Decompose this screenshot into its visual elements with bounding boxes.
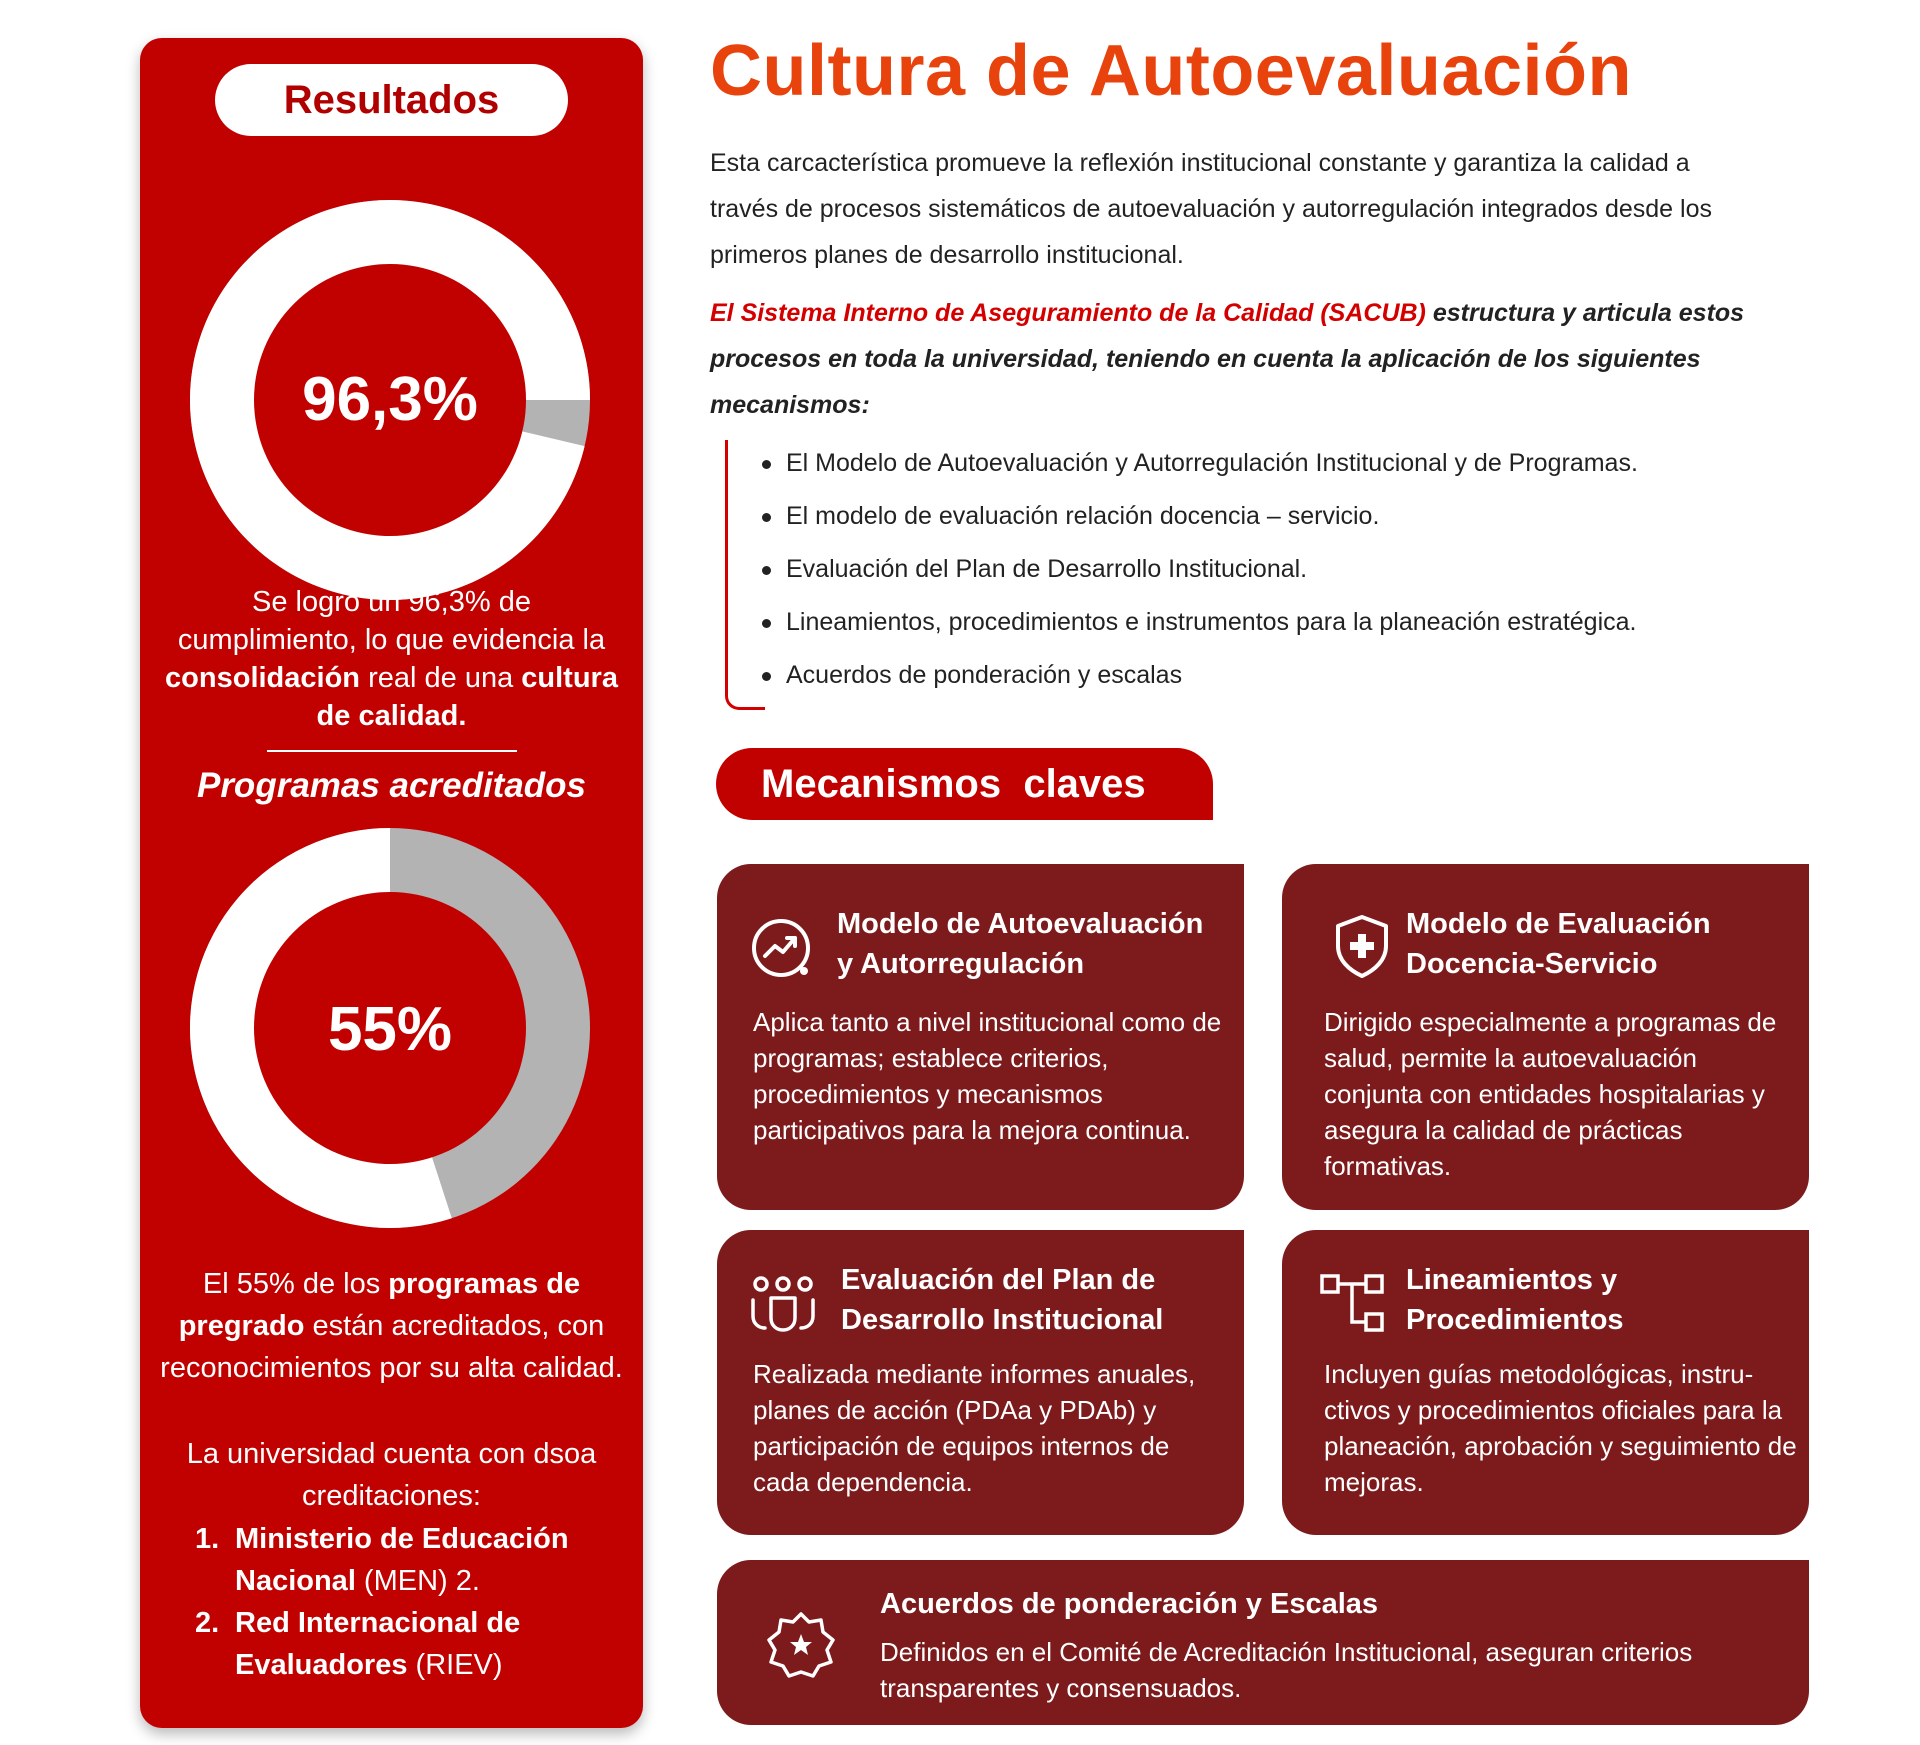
mechanism-card	[1282, 1230, 1809, 1535]
donut-value-label: 55%	[327, 995, 453, 1064]
highlight-text: El Sistema Interno de Aseguramiento de la Calidad (SACUB)	[710, 299, 1426, 327]
accredited-programs-donut-chart	[190, 828, 590, 1228]
mechanism-card	[717, 1230, 1244, 1535]
card-description: Incluyen guías metodológicas, instru-ctivos y procedimientos oficiales para la planeación, aprobación y seguimiento de mejoras.	[1324, 1359, 1797, 1497]
mechanism-card	[717, 864, 1244, 1210]
text-span: El 55% de los	[202, 1268, 389, 1300]
accreditations-list	[195, 1518, 615, 1686]
text-span: están acreditados, con reconocimientos por su alta calidad.	[160, 1310, 623, 1384]
results-header: Resultados	[215, 64, 568, 136]
accreditations-intro: La universidad cuenta con dsoa creditaciones:	[186, 1438, 597, 1512]
donut-value-label: 96,3%	[302, 365, 478, 434]
card-title: Modelo de Autoevaluación y Autorregulación	[837, 908, 1204, 980]
intro-paragraph: Esta carcacterística promueve la reflexión institucional constante y garantiza la calidad a través de procesos sistemáticos de autoevaluación y autorregulación integrados desde los primeros planes de desarrollo institucional.	[710, 149, 1712, 269]
team-icon	[749, 1270, 817, 1338]
text-span: real de una	[360, 662, 522, 694]
card-title: Modelo de Evaluación Docencia-Servicio	[1406, 908, 1711, 980]
bullet-item: Lineamientos, procedimientos e instrumentos para la planeación estratégica.	[760, 607, 1800, 637]
list-number: 2.	[195, 1607, 220, 1639]
page-title: Cultura de Autoevaluación	[710, 31, 1632, 111]
results-panel	[140, 38, 643, 1728]
sacub-paragraph	[710, 290, 1750, 428]
mechanism-card	[1282, 864, 1809, 1210]
list-item	[195, 1518, 615, 1602]
trend-chart-icon	[747, 914, 815, 982]
star-badge-icon	[765, 1610, 837, 1682]
list-bracket	[725, 440, 765, 710]
bold-text: programas de pregrado	[178, 1268, 581, 1342]
bullet-item: Acuerdos de ponderación y escalas	[760, 660, 1800, 690]
bold-text: cultura de calidad.	[316, 662, 618, 732]
card-description: Aplica tanto a nivel institucional como de programas; establece criterios, procedimientos y mecanismos participativos para la mejora continua.	[753, 1007, 1222, 1145]
list-item-text	[235, 1602, 615, 1686]
flowchart-icon	[1318, 1270, 1386, 1338]
bullet-item: Evaluación del Plan de Desarrollo Institucional.	[760, 554, 1800, 584]
text-span: estructura y articula estos procesos en toda la universidad, teniendo en cuenta la aplicación de los siguientes mecanismos:	[710, 299, 1745, 419]
card-description: Definidos en el Comité de Acreditación Institucional, aseguran criterios transparentes y consensuados.	[880, 1637, 1693, 1703]
mechanism-card	[717, 1560, 1809, 1725]
bullet-item: El modelo de evaluación relación docencia – servicio.	[760, 501, 1800, 531]
key-mechanisms-header: Mecanismos claves	[716, 748, 1213, 820]
compliance-donut-chart	[190, 200, 590, 600]
list-item-text	[235, 1518, 615, 1602]
bold-text: consolidación	[165, 662, 361, 694]
divider	[267, 750, 517, 752]
card-title: Lineamientos y Procedimientos	[1406, 1264, 1624, 1336]
text-span: Se logró un 96,3% de cumplimiento, lo que evidencia la	[177, 586, 606, 656]
text-span: (MEN) 2.	[355, 1565, 480, 1597]
list-number: 1.	[195, 1523, 220, 1555]
bullet-item: El Modelo de Autoevaluación y Autorregulación Institucional y de Programas.	[760, 448, 1800, 478]
programs-title: Programas acreditados	[196, 766, 587, 805]
list-item	[195, 1602, 615, 1686]
programs-paragraph	[160, 1263, 623, 1389]
text-span: (RIEV)	[407, 1649, 503, 1681]
compliance-paragraph	[160, 583, 623, 735]
bold-text: Ministerio de Educación Nacional	[235, 1523, 569, 1597]
card-title: Evaluación del Plan de Desarrollo Institucional	[841, 1264, 1164, 1336]
card-title: Acuerdos de ponderación y Escalas	[880, 1588, 1379, 1620]
shield-plus-icon	[1328, 912, 1396, 980]
mechanisms-bullet-list	[760, 448, 1800, 713]
card-description: Realizada mediante informes anuales, planes de acción (PDAa y PDAb) y participación de equipos internos de cada dependencia.	[753, 1359, 1196, 1497]
bold-text: Red Internacional de Evaluadores	[235, 1607, 521, 1681]
card-description: Dirigido especialmente a programas de salud, permite la autoevaluación conjunta con entidades hospitalarias y asegura la calidad de prácticas formativas.	[1324, 1007, 1777, 1181]
